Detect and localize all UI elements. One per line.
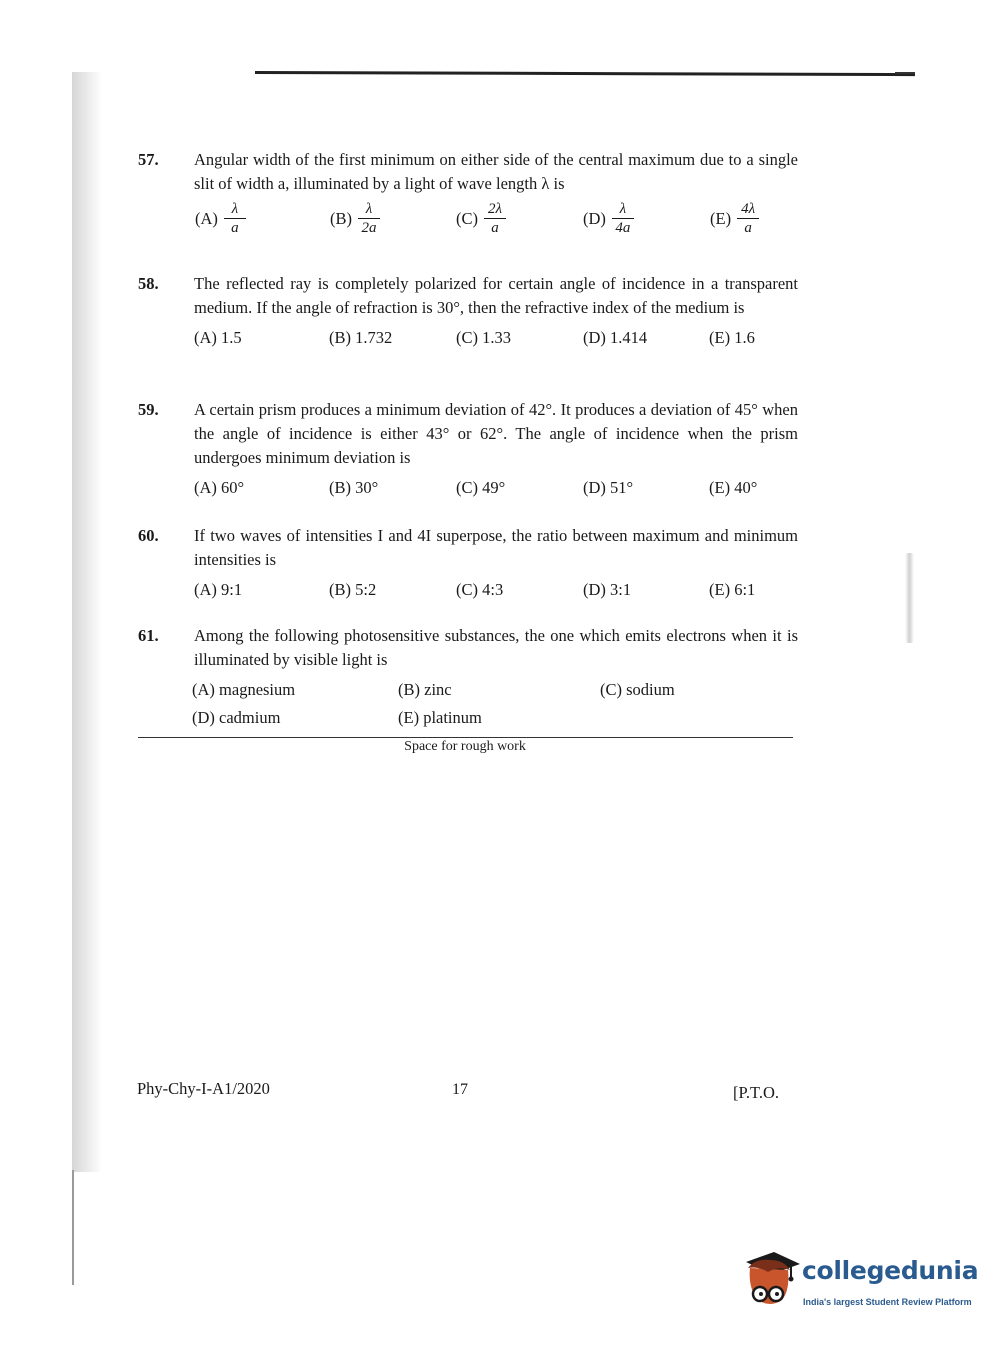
mascot-icon	[740, 1248, 802, 1312]
logo-tagline: India's largest Student Review Platform	[803, 1297, 972, 1307]
option-c: (C) 49°	[456, 478, 506, 497]
option-b: (B) 30°	[329, 478, 379, 497]
scan-top-rule	[255, 71, 915, 76]
rough-work-divider	[138, 737, 793, 738]
fraction: $\frac{2\lambda}{a}$	[484, 200, 506, 237]
options	[138, 326, 798, 356]
question-59	[138, 398, 798, 506]
option-d: (D) 1.414	[583, 328, 648, 347]
option-c: (C) 1.33	[456, 328, 511, 347]
question-text: The reflected ray is completely polarized for certain angle of incidence in a transparent medium. If the angle of refraction is 30°, then the refractive index of the medium is	[194, 274, 798, 317]
option-c: (C) $\frac{2\lambda}{a}$	[456, 200, 506, 237]
options	[138, 578, 798, 608]
collegedunia-logo	[740, 1248, 979, 1318]
scan-edge-line	[72, 1170, 74, 1285]
scan-top-corner	[895, 72, 915, 88]
question-text: If two waves of intensities I and 4I superpose, the ratio between maximum and minimum intensities is	[194, 526, 798, 569]
fraction: $\frac{\lambda}{a}$	[224, 200, 246, 237]
fraction: $\frac{4\lambda}{a}$	[737, 200, 759, 237]
options	[138, 200, 798, 246]
question-57	[138, 148, 798, 246]
fraction: $\frac{\lambda}{2a}$	[358, 200, 380, 237]
paper-code: Phy-Chy-I-A1/2020	[137, 1079, 270, 1098]
option-a: (A) $\frac{\lambda}{a}$	[195, 200, 246, 237]
question-58	[138, 272, 798, 356]
option-d: (D) 3:1	[583, 580, 632, 599]
option-d: (D) 51°	[583, 478, 634, 497]
scan-shadow-right	[905, 553, 914, 643]
question-text: A certain prism produces a minimum deviation of 42°. It produces a deviation of 45° when the angle of incidence is either 43° or 62°. The angle of incidence when the prism undergoes minimum deviation is	[194, 400, 798, 467]
option-b: (B) 5:2	[329, 580, 377, 599]
logo-wordmark: collegedunia	[802, 1256, 979, 1285]
question-60	[138, 524, 798, 608]
option-b: (B) $\frac{\lambda}{2a}$	[330, 200, 380, 237]
option-e: (E) $\frac{4\lambda}{a}$	[710, 200, 759, 237]
option-a: (A) 9:1	[194, 580, 243, 599]
scan-shadow-left	[72, 72, 102, 1172]
option-e: (E) 1.6	[709, 328, 755, 347]
option-a: (A) magnesium	[192, 680, 296, 699]
option-a: (A) 1.5	[194, 328, 242, 347]
question-number: 57.	[138, 150, 159, 169]
question-number: 59.	[138, 400, 159, 419]
question-text: Angular width of the first minimum on either side of the central maximum due to a single slit of width a, illuminated by a light of wave length λ is	[194, 150, 798, 193]
option-e: (E) platinum	[398, 708, 482, 727]
option-e: (E) 6:1	[709, 580, 756, 599]
options	[138, 476, 798, 506]
question-number: 61.	[138, 626, 159, 645]
option-c: (C) sodium	[600, 680, 675, 699]
pto-label: [P.T.O.	[733, 1083, 779, 1102]
fraction: $\frac{\lambda}{4a}$	[612, 200, 634, 237]
rough-work-label: Space for rough work	[404, 739, 526, 754]
option-c: (C) 4:3	[456, 580, 504, 599]
option-a: (A) 60°	[194, 478, 245, 497]
option-e: (E) 40°	[709, 478, 758, 497]
options	[138, 678, 798, 734]
question-text: Among the following photosensitive substances, the one which emits electrons when it is illuminated by visible light is	[194, 626, 798, 669]
option-b: (B) zinc	[398, 680, 452, 699]
option-d: (D) cadmium	[192, 708, 281, 727]
question-number: 60.	[138, 526, 159, 545]
page-number: 17	[452, 1081, 468, 1098]
option-d: (D) $\frac{\lambda}{4a}$	[583, 200, 634, 237]
question-61	[138, 624, 798, 734]
question-number: 58.	[138, 274, 159, 293]
option-b: (B) 1.732	[329, 328, 393, 347]
